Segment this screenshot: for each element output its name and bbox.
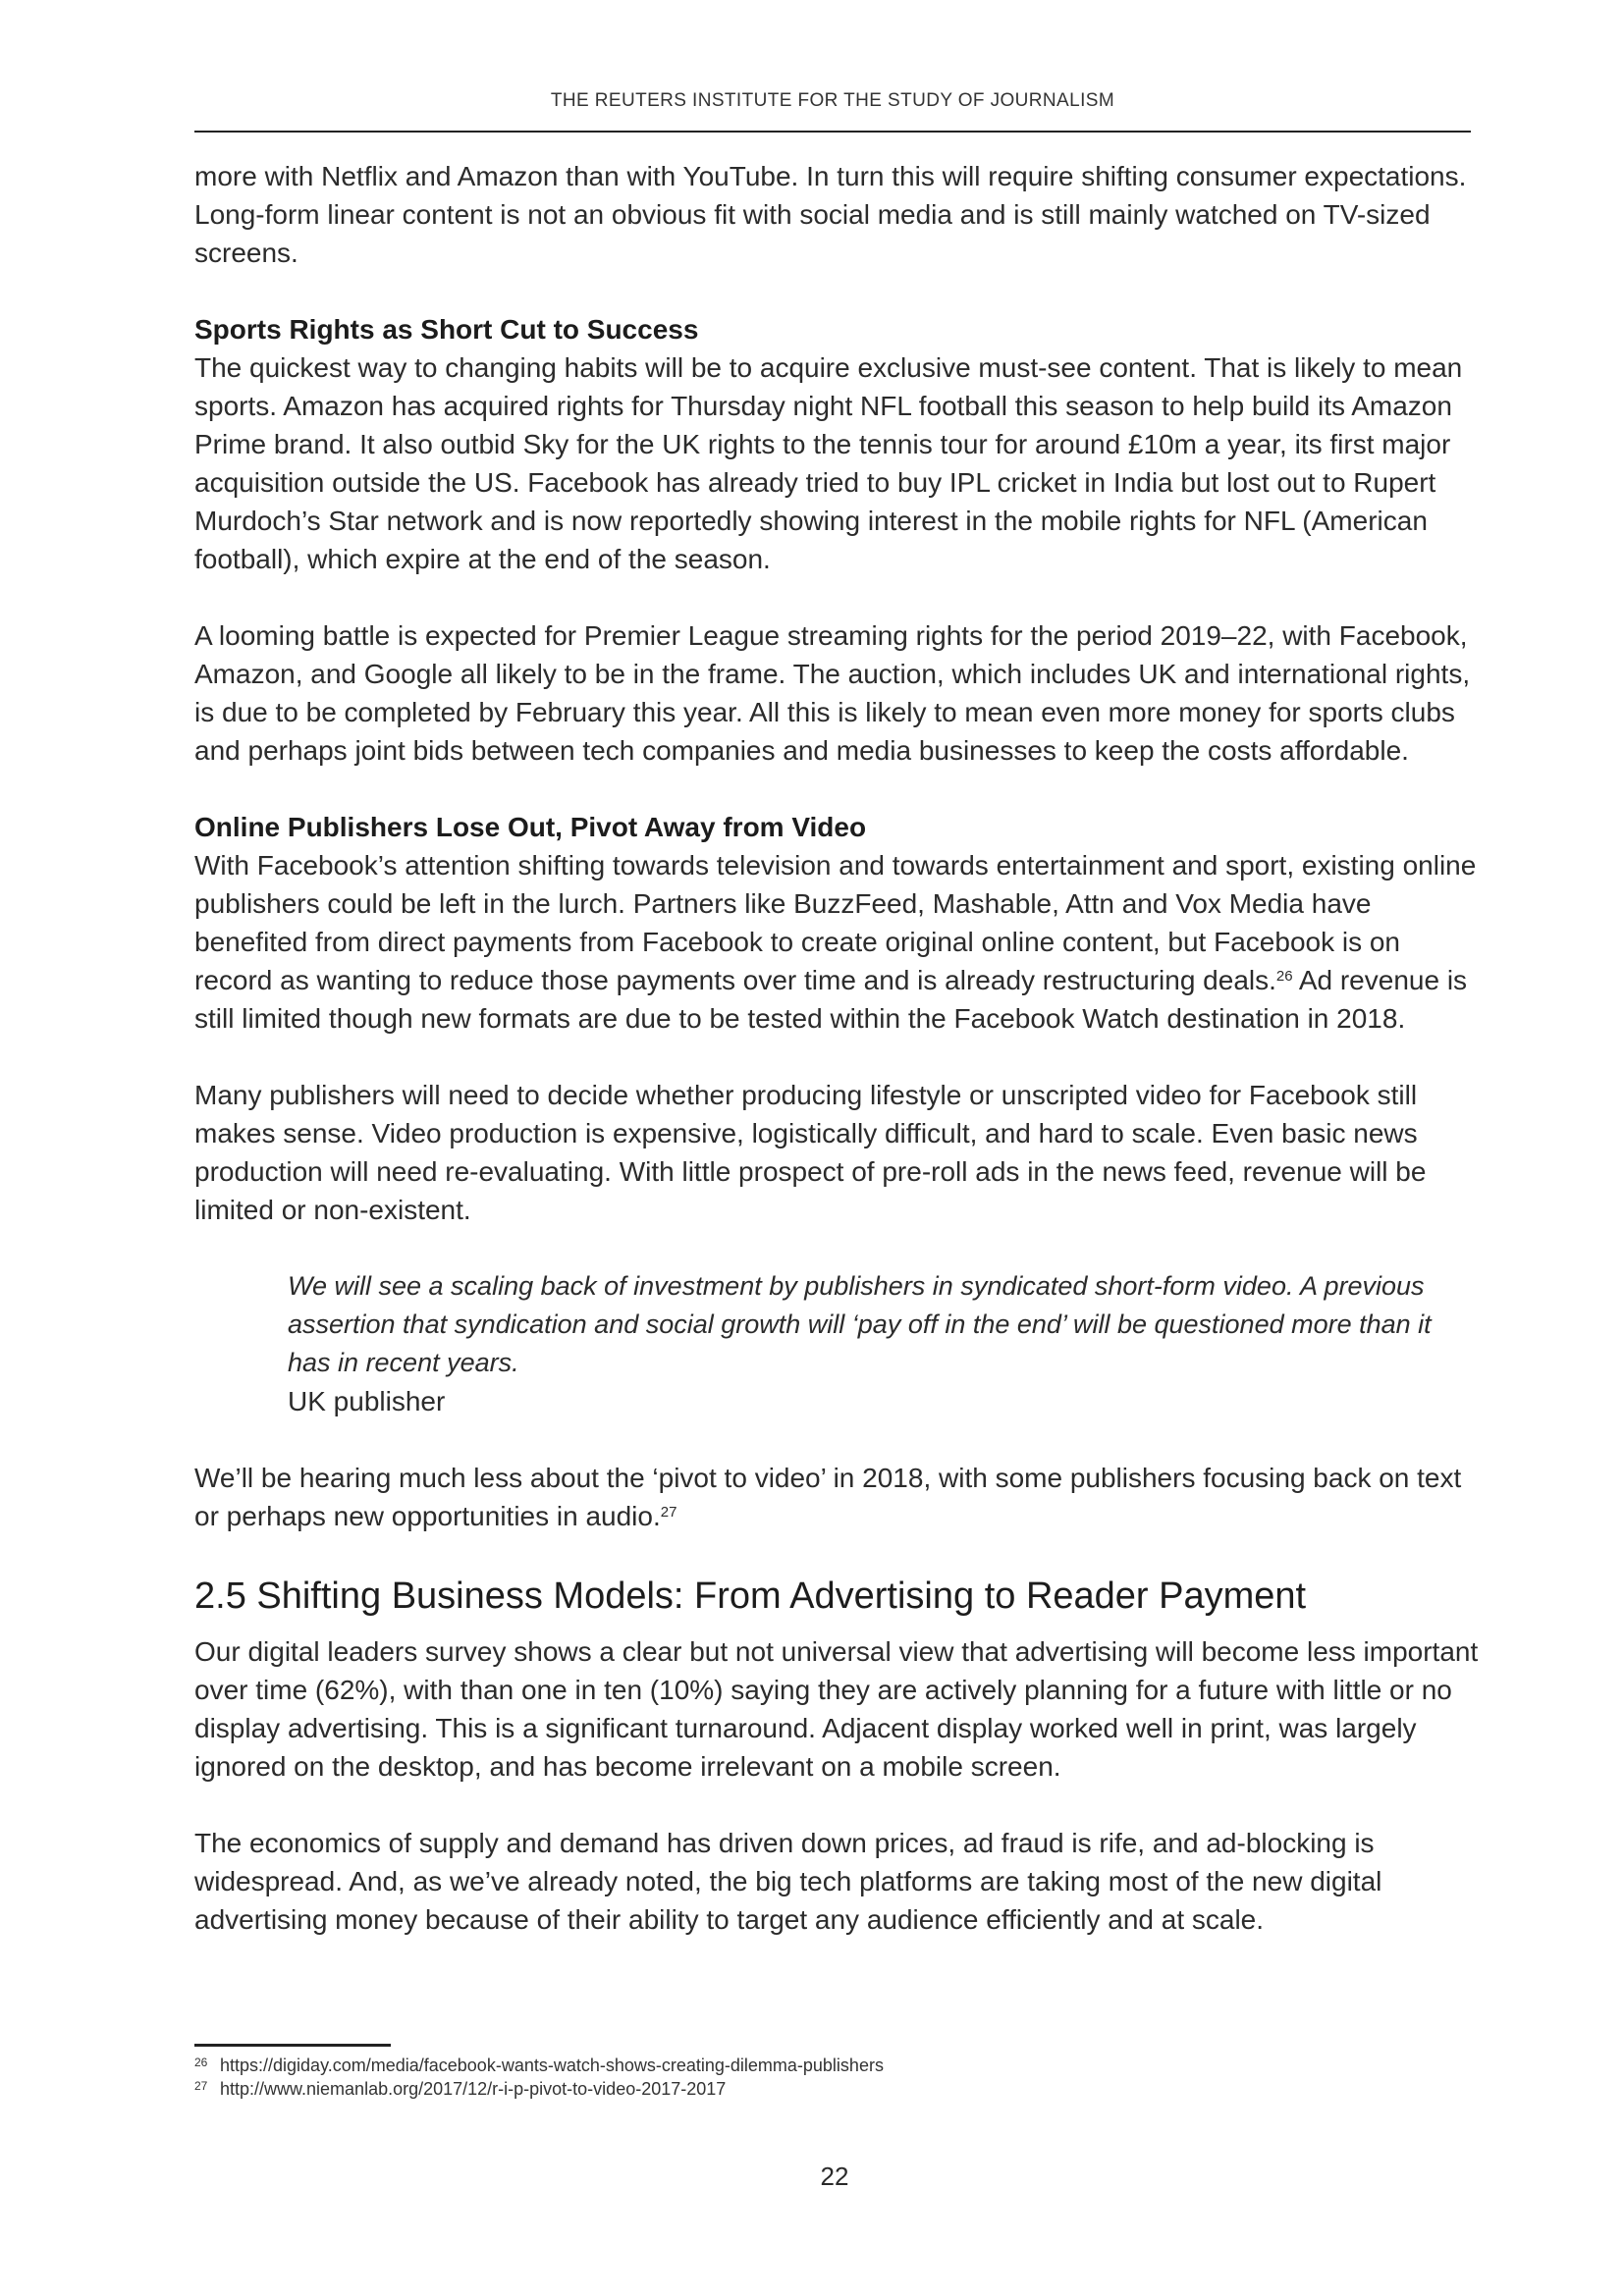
footnote-rule (194, 2044, 391, 2047)
paragraph-many-publishers: Many publishers will need to decide whether producing lifestyle or unscripted video for Facebook still makes sense. Video production is expensive, logistically difficult, and hard to scale. Even basic news production will need re-evaluating. With little prospect of pre-roll ads in the news feed, revenue will be limited or non-existent. (194, 1080, 1427, 1225)
paragraph-pivot-to-video (194, 1459, 1481, 1535)
footnote-27 (194, 2077, 1471, 2101)
paragraph-economics: The economics of supply and demand has driven down prices, ad fraud is rife, and ad-blocking is widespread. And, as we’ve already noted, the big tech platforms are taking most of the new digital advertising money because of their ability to target any audience efficiently and at scale. (194, 1828, 1382, 1935)
subheading-online-publishers: Online Publishers Lose Out, Pivot Away from Video (194, 812, 867, 842)
footnotes (194, 2054, 1471, 2101)
subheading-sports-rights: Sports Rights as Short Cut to Success (194, 314, 699, 345)
footnote-ref-27[interactable]: 27 (660, 1504, 677, 1521)
paragraph-survey: Our digital leaders survey shows a clear but not universal view that advertising will become less important over time (62%), with than one in ten (10%) saying they are actively planning for a future with little or no display advertising. This is a significant turnaround. Adjacent display worked well in print, was largely ignored on the desktop, and has become irrelevant on a mobile screen. (194, 1636, 1479, 1782)
paragraph-text: Ad revenue is still limited though new formats are due to be tested within the Facebook Watch destination in 2018. (194, 965, 1468, 1034)
quote-source: UK publisher (288, 1386, 446, 1416)
paragraph-intro: more with Netflix and Amazon than with YouTube. In turn this will require shifting consumer expectations. Long-form linear content is not an obvious fit with social media and is still mainly watched on TV-sized screens. (194, 161, 1467, 268)
body-text (194, 157, 1481, 1977)
header-rule (194, 131, 1471, 133)
footnote-link[interactable]: https://digiday.com/media/facebook-wants-watch-shows-creating-dilemma-publishers (220, 2056, 884, 2075)
section-heading-2-5: 2.5 Shifting Business Models: From Advertising to Reader Payment (194, 1575, 1307, 1617)
paragraph-text: With Facebook’s attention shifting towards television and towards entertainment and sport, existing online publishers could be left in the lurch. Partners like BuzzFeed, Mashable, Attn and Vox Media have benefited from direct payments from Facebook to create original online content, but Facebook is on record as wanting to reduce those payments over time and is already restructuring deals. (194, 850, 1477, 995)
footnote-number: 27 (194, 2079, 208, 2093)
footnote-26 (194, 2054, 1471, 2077)
quote-text: We will see a scaling back of investment by publishers in syndicated short-form video. A previous assertion that syndication and social growth will ‘pay off in the end’ will be questioned more than it has in recent years. (288, 1271, 1432, 1377)
page-number: 22 (820, 2162, 849, 2191)
footnote-ref-26[interactable]: 26 (1275, 968, 1293, 985)
paragraph-online-publishers (194, 846, 1481, 1038)
paragraph-sports-rights: The quickest way to changing habits will be to acquire exclusive must-see content. That is likely to mean sports. Amazon has acquired rights for Thursday night NFL football this season to help build its Amazon Prime brand. It also outbid Sky for the UK rights to the tennis tour for around £10m a year, its first major acquisition outside the US. Facebook has already tried to buy IPL cricket in India but lost out to Rupert Murdoch’s Star network and is now reportedly showing interest in the mobile rights for NFL (American football), which expire at the end of the season. (194, 352, 1463, 574)
footnote-number: 26 (194, 2056, 208, 2069)
running-head: THE REUTERS INSTITUTE FOR THE STUDY OF JOURNALISM (550, 90, 1115, 111)
paragraph-premier-league: A looming battle is expected for Premier League streaming rights for the period 2019–22, with Facebook, Amazon, and Google all likely to be in the frame. The auction, which includes UK and international rights, is due to be completed by February this year. All this is likely to mean even more money for sports clubs and perhaps joint bids between tech companies and media businesses to keep the costs affordable. (194, 620, 1471, 766)
footnote-link[interactable]: http://www.niemanlab.org/2017/12/r-i-p-pivot-to-video-2017-2017 (220, 2079, 727, 2099)
paragraph-text: We’ll be hearing much less about the ‘pivot to video’ in 2018, with some publishers focusing back on text or perhaps new opportunities in audio. (194, 1463, 1462, 1531)
pull-quote (288, 1267, 1466, 1420)
